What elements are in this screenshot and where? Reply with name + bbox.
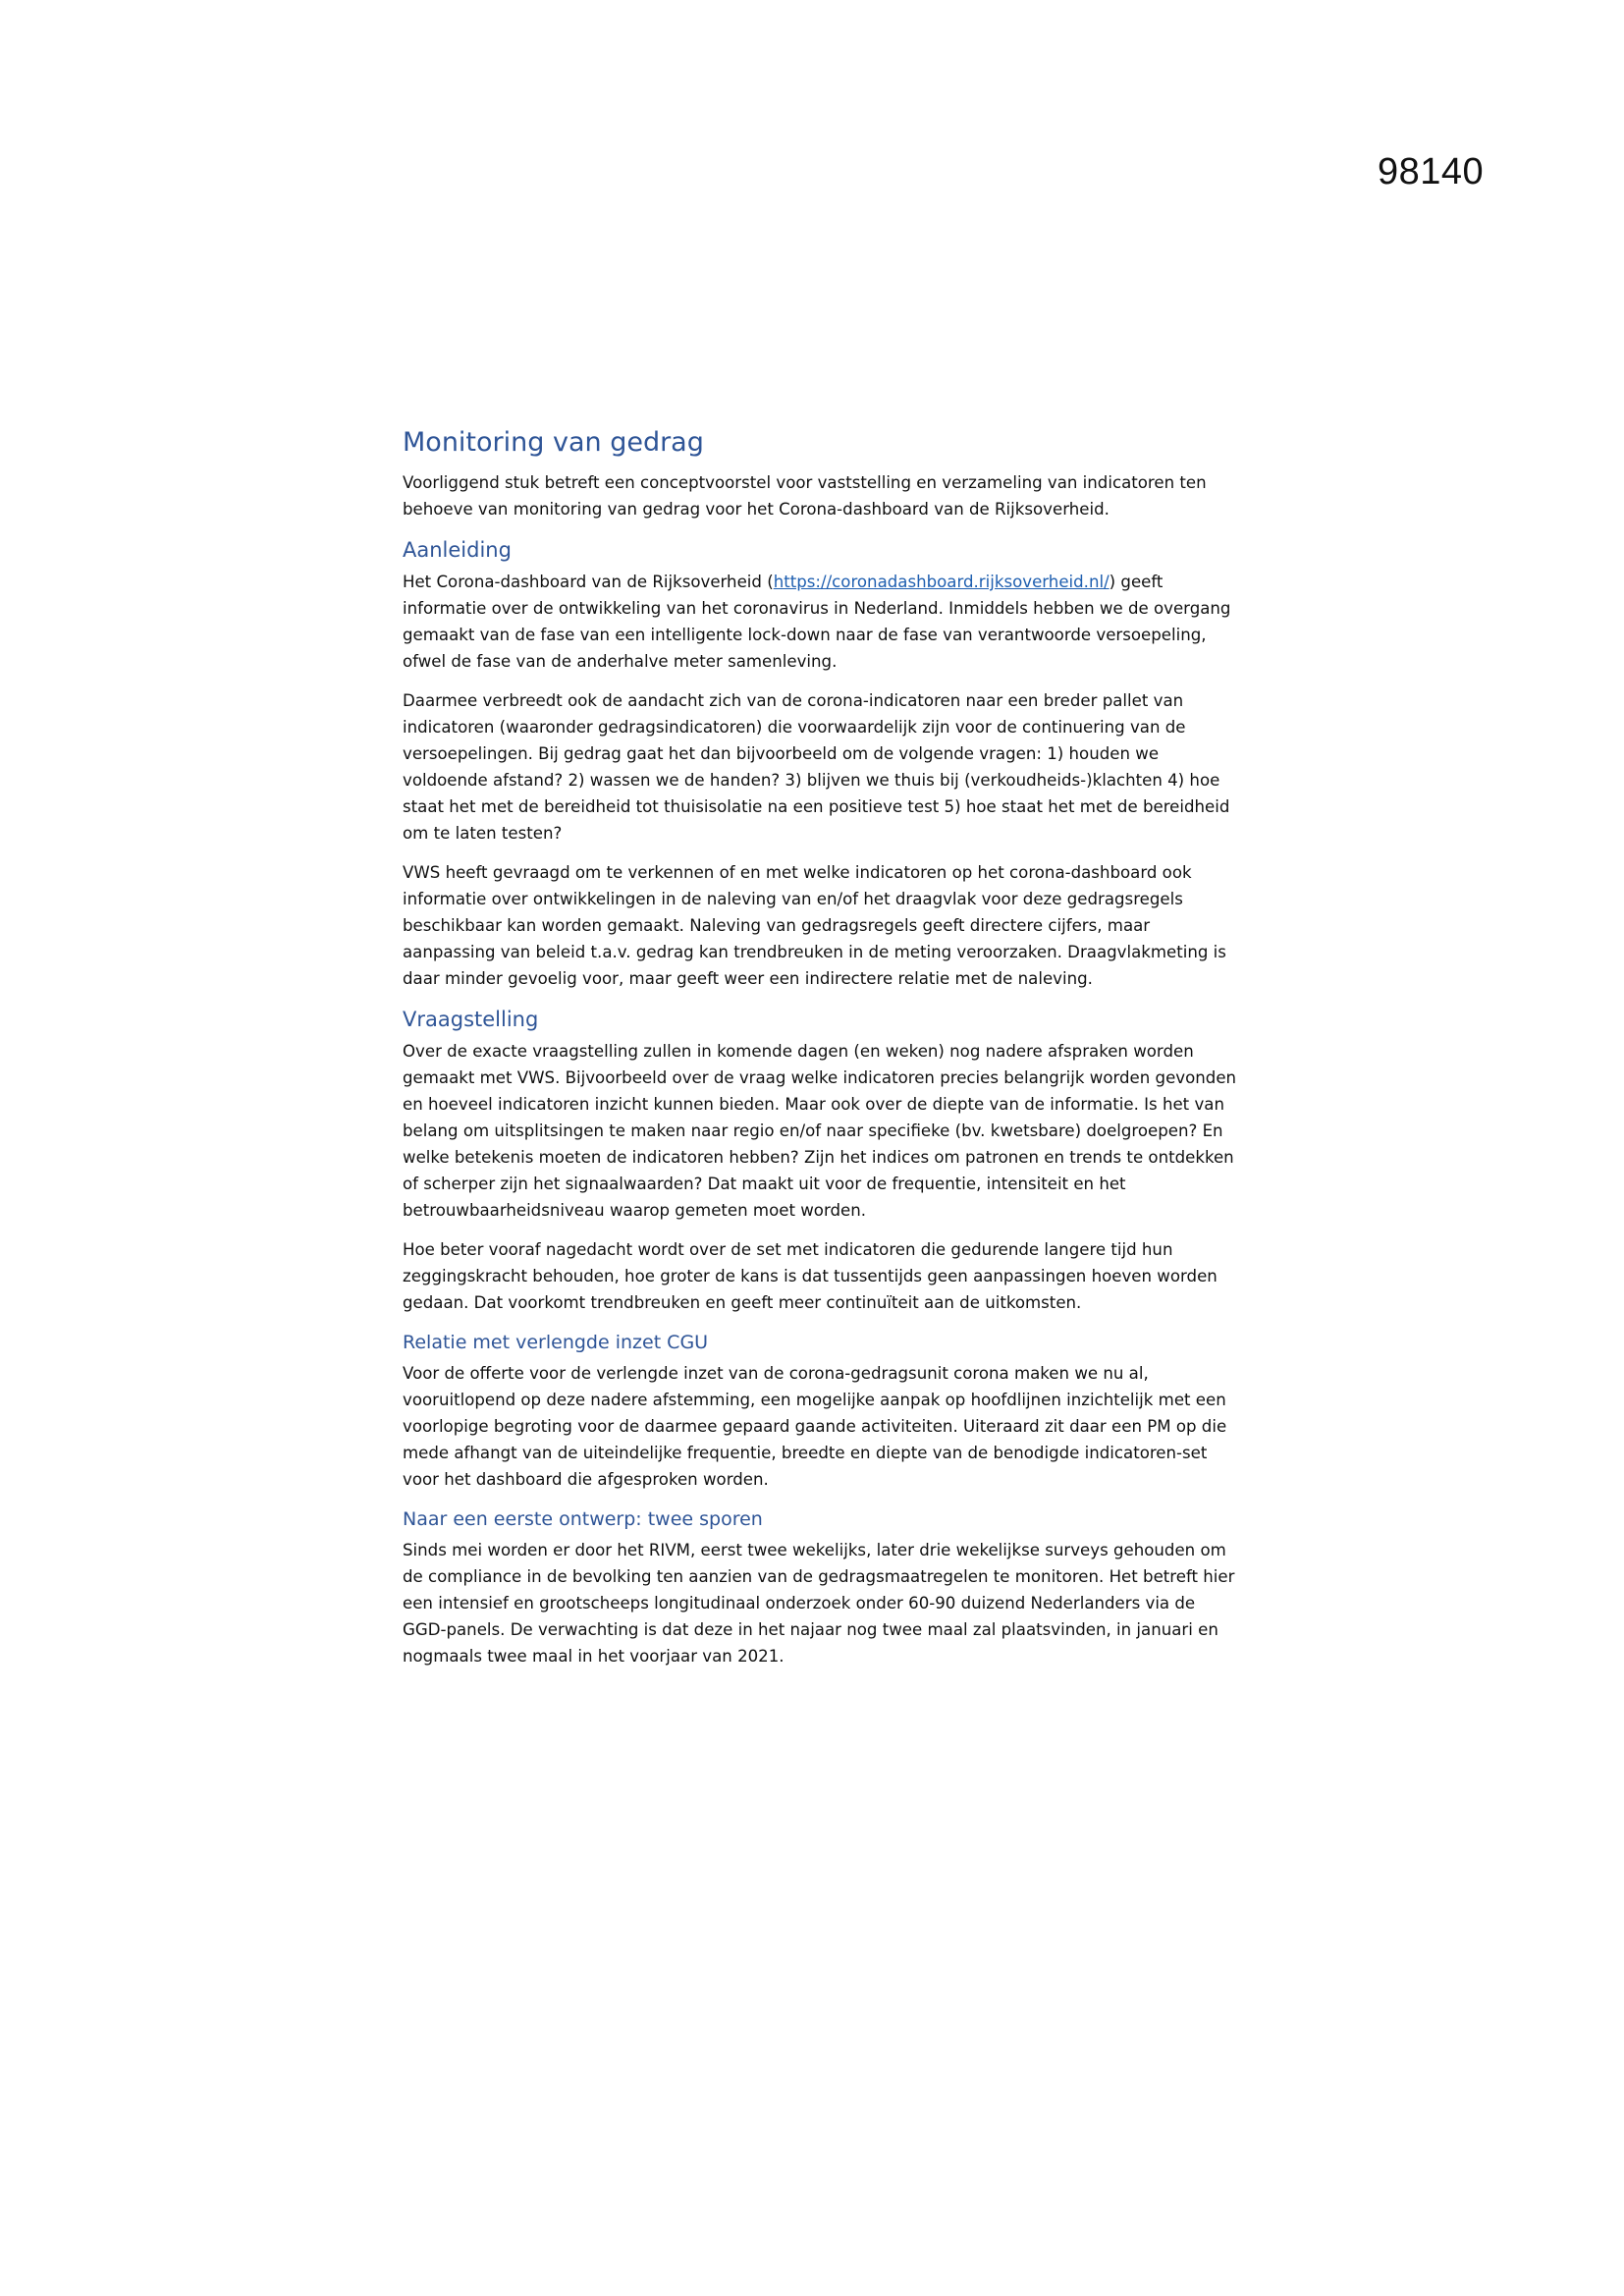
aanleiding-paragraph-1 <box>403 569 1237 675</box>
heading-relatie-cgu: Relatie met verlengde inzet CGU <box>403 1332 709 1353</box>
page-number: 98140 <box>1378 151 1485 192</box>
dashboard-link[interactable]: https://coronadashboard.rijksoverheid.nl/ <box>773 573 1110 591</box>
aanleiding-text-after-link: ) geeft informatie over de ontwikkeling van het coronavirus in Nederland. Inmiddels hebben we de overgang gemaakt van de fase van een intelligente lock-down naar de fase van verantwoorde versoepeling, ofwel de fase van de anderhalve meter samenleving. <box>403 573 1231 671</box>
document-title: Monitoring van gedrag <box>403 427 704 458</box>
ontwerp-paragraph-1: Sinds mei worden er door het RIVM, eerst twee wekelijks, later drie wekelijkse surveys gehouden om de compliance in de bevolking ten aanzien van de gedragsmaatregelen te monitoren. Het betreft hier een intensief en grootscheeps longitudinaal onderzoek onder 60-90 duizend Nederlanders via de GGD-panels. De verwachting is dat deze in het najaar nog twee maal zal plaatsvinden, in januari en nogmaals twee maal in het voorjaar van 2021. <box>403 1541 1235 1666</box>
vraagstelling-paragraph-2: Hoe beter vooraf nagedacht wordt over de set met indicatoren die gedurende langere tijd hun zeggingskracht behouden, hoe groter de kans is dat tussentijds geen aanpassingen hoeven worden gedaan. Dat voorkomt trendbreuken en geeft meer continuïteit aan de uitkomsten. <box>403 1240 1218 1312</box>
document-body <box>403 424 1237 1682</box>
relatie-paragraph-1: Voor de offerte voor de verlengde inzet van de corona-gedragsunit corona maken we nu al, vooruitlopend op deze nadere afstemming, een mogelijke aanpak op hoofdlijnen inzichtelijk met een voorlopige begroting voor de daarmee gepaard gaande activiteiten. Uiteraard zit daar een PM op die mede afhangt van de uiteindelijke frequentie, breedte en diepte van de benodigde indicatoren-set voor het dashboard die afgesproken worden. <box>403 1364 1227 1489</box>
heading-eerste-ontwerp: Naar een eerste ontwerp: twee sporen <box>403 1508 763 1530</box>
aanleiding-text-before-link: Het Corona-dashboard van de Rijksoverheid ( <box>403 573 774 591</box>
heading-aanleiding: Aanleiding <box>403 538 512 562</box>
vraagstelling-paragraph-1: Over de exacte vraagstelling zullen in komende dagen (en weken) nog nadere afspraken worden gemaakt met VWS. Bijvoorbeeld over de vraag welke indicatoren precies belangrijk worden gevonden en hoeveel indicatoren inzicht kunnen bieden. Maar ook over de diepte van de informatie. Is het van belang om uitsplitsingen te maken naar regio en/of naar specifieke (bv. kwetsbare) doelgroepen? En welke betekenis moeten de indicatoren hebben? Zijn het indices om patronen en trends te ontdekken of scherper zijn het signaalwaarden? Dat maakt uit voor de frequentie, intensiteit en het betrouwbaarheidsniveau waarop gemeten moet worden. <box>403 1042 1237 1220</box>
aanleiding-paragraph-2: Daarmee verbreedt ook de aandacht zich van de corona-indicatoren naar een breder pallet van indicatoren (waaronder gedragsindicatoren) die voorwaardelijk zijn voor de continuering van de versoepelingen. Bij gedrag gaat het dan bijvoorbeeld om de volgende vragen: 1) houden we voldoende afstand? 2) wassen we de handen? 3) blijven we thuis bij (verkoudheids-)klachten 4) hoe staat het met de bereidheid tot thuisisolatie na een positieve test 5) hoe staat het met de bereidheid om te laten testen? <box>403 691 1230 843</box>
aanleiding-paragraph-3: VWS heeft gevraagd om te verkennen of en met welke indicatoren op het corona-dashboard ook informatie over ontwikkelingen in de naleving van en/of het draagvlak voor deze gedragsregels beschikbaar kan worden gemaakt. Naleving van gedragsregels geeft directere cijfers, maar aanpassing van beleid t.a.v. gedrag kan trendbreuken in de meting veroorzaken. Draagvlakmeting is daar minder gevoelig voor, maar geeft weer een indirectere relatie met de naleving. <box>403 863 1226 988</box>
heading-vraagstelling: Vraagstelling <box>403 1008 539 1031</box>
intro-paragraph: Voorliggend stuk betreft een conceptvoorstel voor vaststelling en verzameling van indicatoren ten behoeve van monitoring van gedrag voor het Corona-dashboard van de Rijksoverheid. <box>403 473 1207 519</box>
